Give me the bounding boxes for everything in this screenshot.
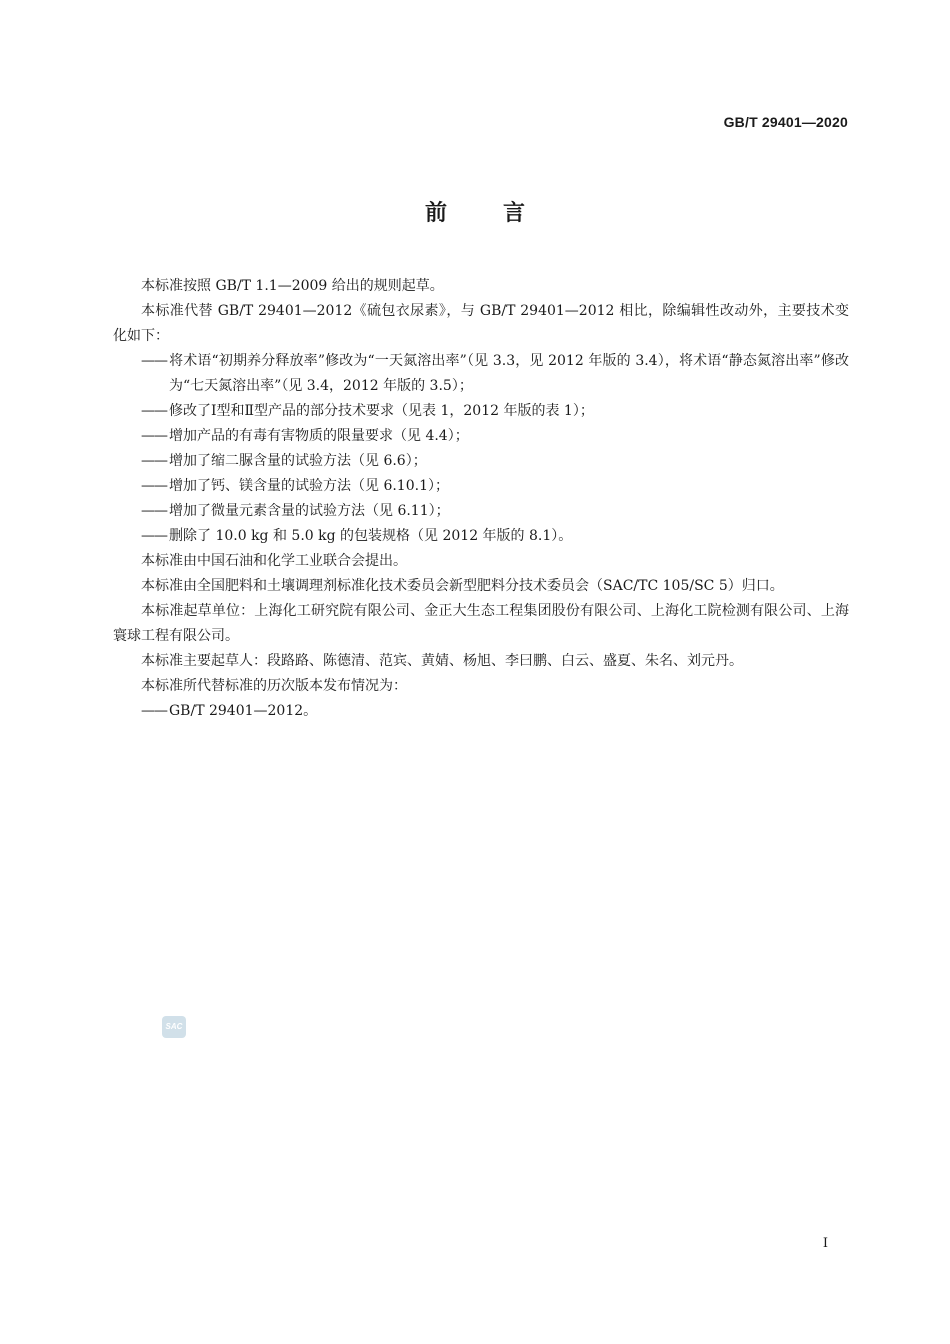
paragraph-drafting-units: 本标准起草单位：上海化工研究院有限公司、金正大生态工程集团股份有限公司、上海化工院检测有限公司、上海寰球工程有限公司。 [113,603,849,644]
change-item-text: 增加产品的有毒有害物质的限量要求（见 4.4）； [169,428,469,444]
change-item [113,499,849,524]
sac-watermark-icon: SAC [162,1016,186,1038]
dash-mark: —— [141,703,167,719]
paragraph-drafters: 本标准主要起草人：段路路、陈德清、范宾、黄婧、杨旭、李曰鹏、白云、盛夏、朱名、刘元丹。 [141,653,743,669]
dash-mark: —— [141,528,167,544]
dash-mark: —— [141,353,167,369]
dash-mark: —— [141,478,167,494]
paragraph-drafting-rules: 本标准按照 GB/T 1.1—2009 给出的规则起草。 [141,278,444,294]
paragraph-replacement: 本标准代替 GB/T 29401—2012《硫包衣尿素》，与 GB/T 29401—2012 相比，除编辑性改动外，主要技术变化如下： [113,303,849,344]
change-item-text: 增加了缩二脲含量的试验方法（见 6.6）； [169,453,427,469]
dash-mark: —— [141,453,167,469]
previous-version-text: GB/T 29401—2012。 [169,703,318,719]
dash-mark: —— [141,403,167,419]
change-item-text: 将术语“初期养分释放率”修改为“一天氮溶出率”（见 3.3，见 2012 年版的 3.4），将术语“静态氮溶出率”修改为“七天氮溶出率”（见 3.4，2012 年版的 3.5）； [169,353,849,394]
standard-code: GB/T 29401—2020 [723,114,848,130]
foreword-body [113,274,849,724]
paragraph-proposer: 本标准由中国石油和化学工业联合会提出。 [141,553,407,569]
page-number: I [822,1236,828,1251]
paragraph-committee: 本标准由全国肥料和土壤调理剂标准化技术委员会新型肥料分技术委员会（SAC/TC 105/SC 5）归口。 [141,578,784,594]
change-item-text: 修改了Ⅰ型和Ⅱ型产品的部分技术要求（见表 1，2012 年版的表 1）； [169,403,594,419]
change-item [113,399,849,424]
change-item [113,524,849,549]
previous-version-item [113,699,849,724]
change-item [113,349,849,399]
paragraph-version-history: 本标准所代替标准的历次版本发布情况为： [141,678,407,694]
change-item-text: 增加了钙、镁含量的试验方法（见 6.10.1）； [169,478,449,494]
change-item-text: 删除了 10.0 kg 和 5.0 kg 的包装规格（见 2012 年版的 8.1）。 [169,528,573,544]
dash-mark: —— [141,428,167,444]
change-item [113,474,849,499]
change-item-text: 增加了微量元素含量的试验方法（见 6.11）； [169,503,450,519]
dash-mark: —— [141,503,167,519]
page-title: 前言 [424,201,581,226]
change-item [113,449,849,474]
change-item [113,424,849,449]
